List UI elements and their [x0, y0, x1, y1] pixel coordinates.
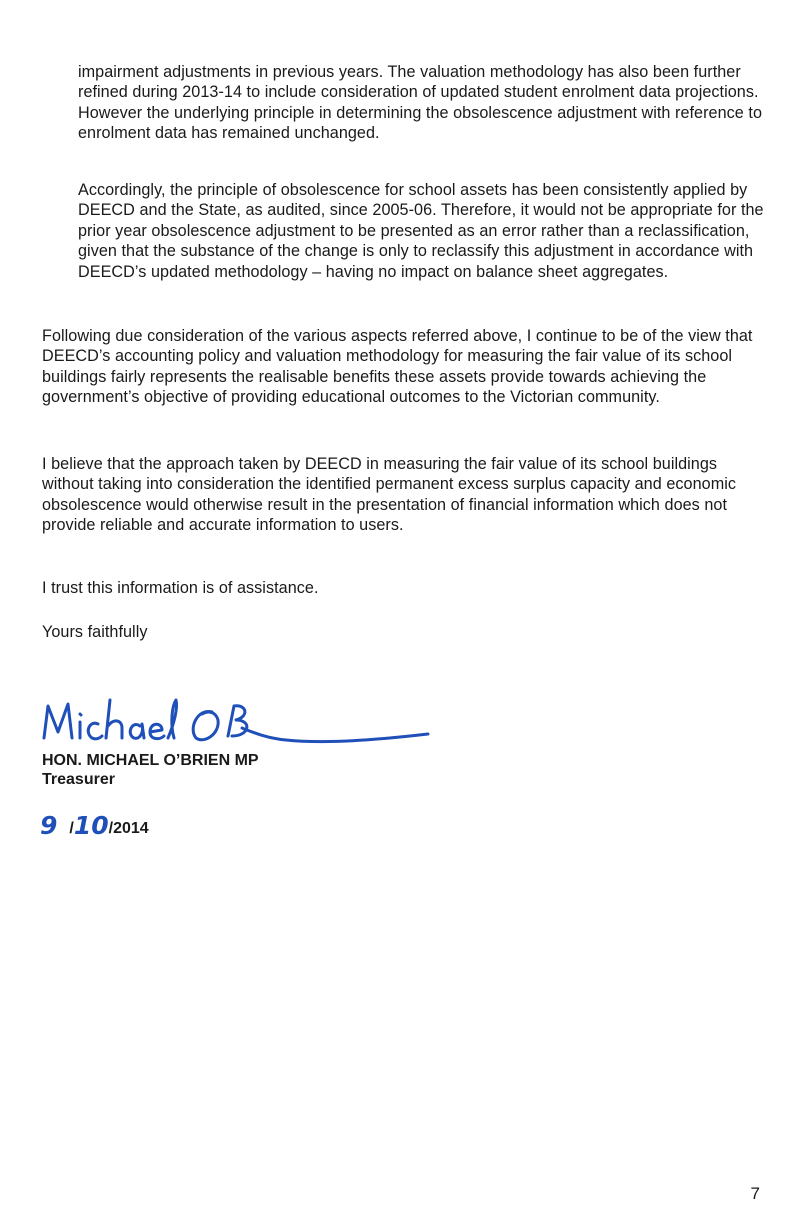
- signatory-name: HON. MICHAEL O’BRIEN MP: [42, 752, 259, 769]
- date-separator: /: [108, 820, 114, 837]
- date-month: 10: [73, 811, 109, 840]
- closing-salutation: Yours faithfully: [42, 623, 148, 641]
- body-paragraph-approach: I believe that the approach taken by DEECD in measuring the fair value of its school buildings without taking into consideration the identified permanent excess surplus capacity and economic obsolescence would otherwise result in the presentation of financial information which does not provide reliable and accurate information to users.: [42, 455, 737, 535]
- handwritten-signature: [36, 688, 436, 758]
- continued-paragraph-1: impairment adjustments in previous years. The valuation methodology has also been further refined during 2013-14 to include consideration of updated student enrolment data projections. However the underlying principle in determining the obsolescence adjustment with reference to enrolment data has remained unchanged.: [78, 63, 763, 143]
- body-paragraph-consideration: Following due consideration of the various aspects referred above, I continue to be of the view that DEECD’s accounting policy and valuation methodology for measuring the fair value of its school buildings fairly represents the realisable benefits these assets provide towards achieving the government’s objective of providing educational outcomes to the Victorian community.: [42, 327, 753, 407]
- page-number: 7: [750, 1184, 760, 1203]
- body-paragraph-trust: I trust this information is of assistance.: [42, 579, 319, 597]
- signed-date: [40, 808, 149, 840]
- date-separator: /: [69, 820, 74, 837]
- date-year: 2014: [113, 820, 149, 837]
- date-day: 9: [40, 811, 58, 840]
- signatory-title: Treasurer: [42, 771, 115, 788]
- continued-paragraph-2: Accordingly, the principle of obsolescence for school assets has been consistently applied by DEECD and the State, as audited, since 2005-06. Therefore, it would not be appropriate for the prior year obsolescence adjustment to be presented as an error rather than a reclassification, given that the substance of the change is only to reclassify this adjustment in accordance with DEECD’s updated methodology – having no impact on balance sheet aggregates.: [78, 181, 764, 281]
